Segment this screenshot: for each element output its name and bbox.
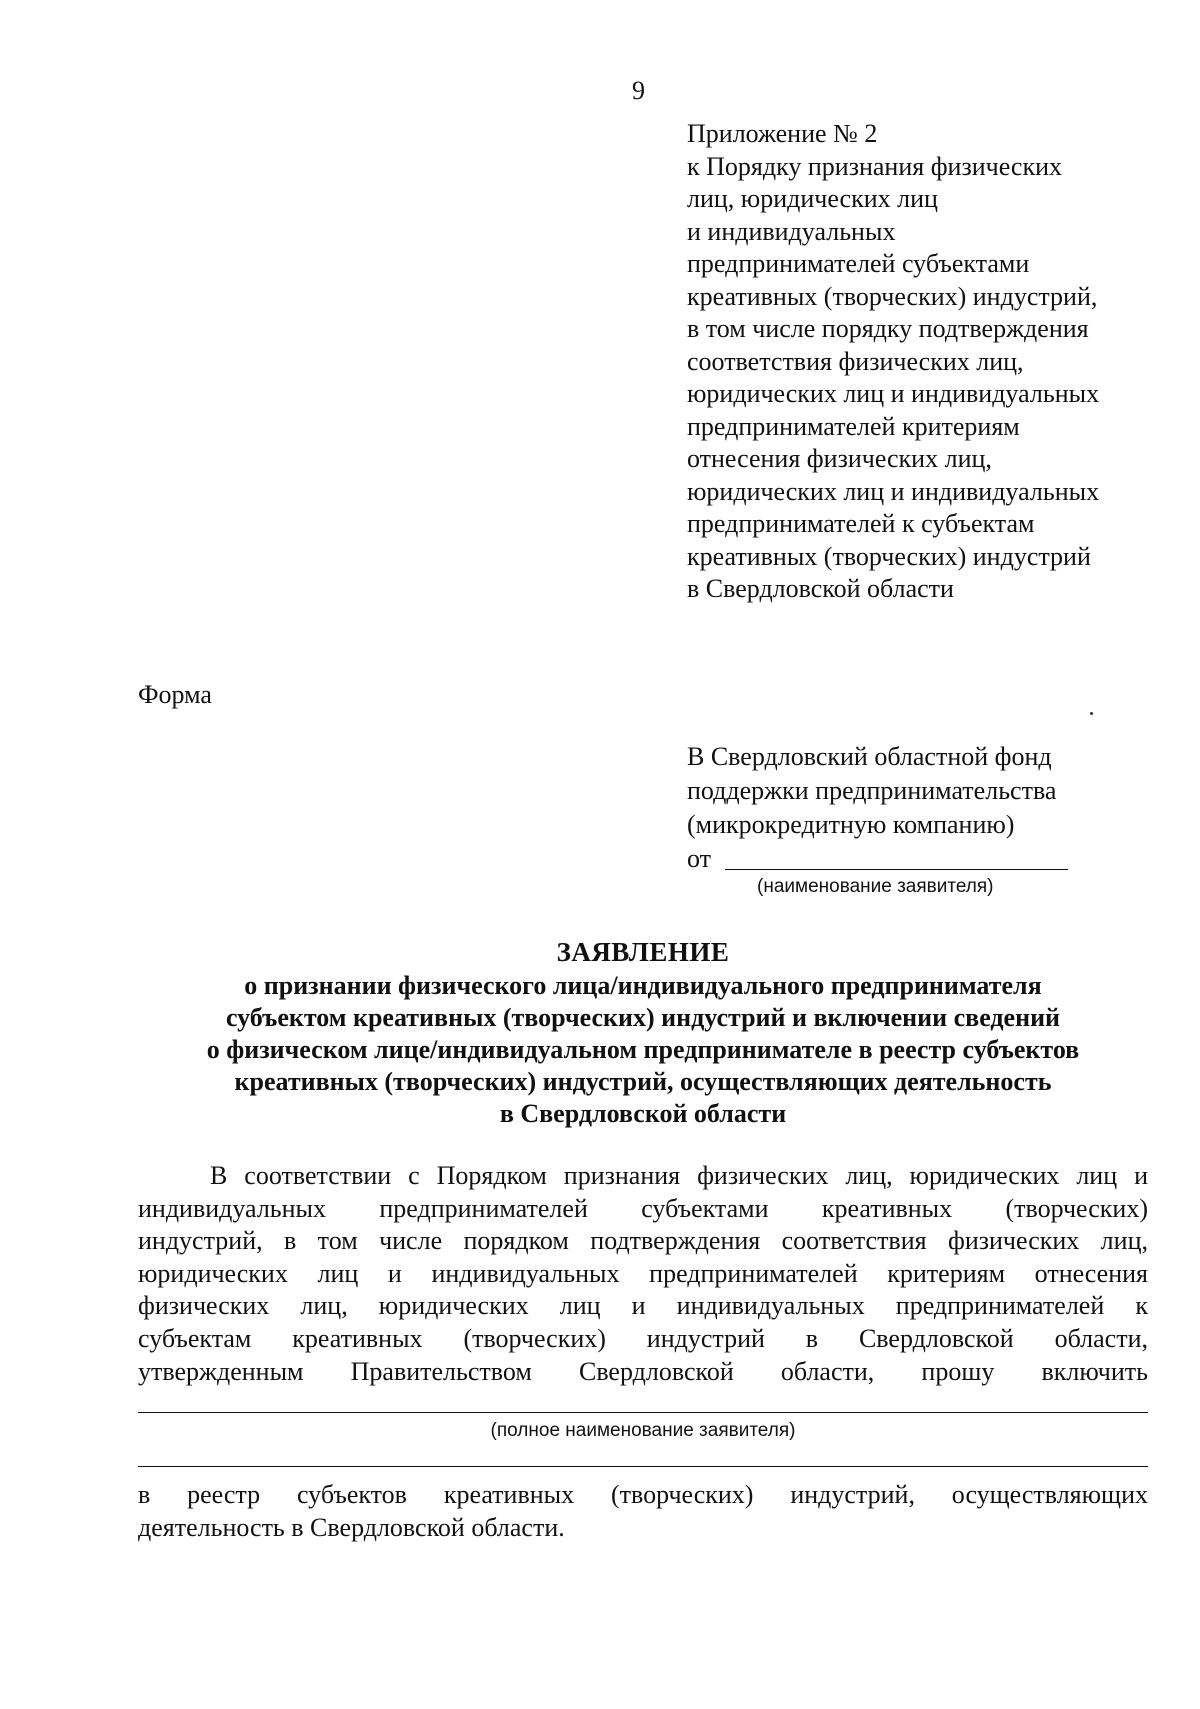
applicant-caption: (наименование заявителя) xyxy=(757,876,994,897)
statement-subtitle-line: о физическом лице/индивидуальном предпринимателе в реестр субъектов xyxy=(206,1035,1080,1064)
appendix-line: и индивидуальных xyxy=(687,216,896,246)
full-name-field-continuation[interactable] xyxy=(138,1466,1148,1467)
addressee-line: В Свердловский областной фонд xyxy=(687,742,1052,771)
body-line: юридических лиц и индивидуальных предпринимателей критериям отнесения xyxy=(138,1258,1148,1288)
applicant-name-field[interactable] xyxy=(725,869,1068,870)
full-name-field[interactable] xyxy=(138,1412,1148,1413)
appendix-line: лиц, юридических лиц xyxy=(687,184,938,213)
statement-subtitle-line: в Свердловской области xyxy=(499,1099,787,1128)
addressee-block xyxy=(687,740,1147,876)
appendix-line: в Свердловской области xyxy=(687,574,954,603)
addressee-line: поддержки предпринимательства xyxy=(687,776,1057,805)
statement-title: ЗАЯВЛЕНИЕ xyxy=(556,937,730,967)
statement-subtitle-line: о признании физического лица/индивидуального предпринимателя xyxy=(244,971,1042,1000)
statement-subtitle-line: креативных (творческих) индустрий, осуществляющих деятельность xyxy=(234,1067,1052,1096)
appendix-line: юридических лиц и индивидуальных xyxy=(687,379,1100,408)
appendix-line: предпринимателей субъектами xyxy=(687,249,1030,278)
appendix-line: в том числе порядку подтверждения xyxy=(687,314,1089,343)
appendix-line: предпринимателей к субъектам xyxy=(687,509,1035,538)
appendix-line: предпринимателей критериям xyxy=(687,411,1020,441)
body-line: утвержденным Правительством Свердловской области, прошу включить xyxy=(138,1356,1148,1386)
body-line: физических лиц, юридических лиц и индивидуальных предпринимателей к xyxy=(138,1291,1148,1321)
appendix-line: к Порядку признания физических xyxy=(687,151,1062,181)
from-label: от xyxy=(687,844,712,873)
page-number: 9 xyxy=(632,76,645,105)
appendix-line: креативных (творческих) индустрий, xyxy=(687,281,1098,311)
body-line: индустрий, в том числе порядком подтверждения соответствия физических лиц, xyxy=(138,1226,1148,1256)
appendix-line: отнесения физических лиц, xyxy=(687,444,992,473)
from-row xyxy=(687,842,1147,876)
statement-subtitle xyxy=(138,970,1148,1130)
statement-body xyxy=(138,1160,1148,1388)
appendix-line: соответствия физических лиц, xyxy=(687,346,1024,376)
full-name-caption: (полное наименование заявителя) xyxy=(490,1420,796,1441)
appendix-line: креативных (творческих) индустрий xyxy=(687,541,1091,571)
form-label: Форма xyxy=(138,680,212,709)
appendix-line: Приложение № 2 xyxy=(687,119,878,148)
appendix-line: юридических лиц и индивидуальных xyxy=(687,476,1100,506)
body-line: субъектам креативных (творческих) индустрий в Свердловской области, xyxy=(138,1323,1148,1353)
scan-speck xyxy=(1090,712,1093,715)
closing-line: в реестр субъектов креативных (творческих) индустрий, осуществляющих xyxy=(138,1480,1148,1509)
statement-subtitle-line: субъектом креативных (творческих) индустрий и включении сведений xyxy=(225,1003,1061,1032)
closing-text xyxy=(138,1478,1148,1543)
body-line: В соответствии с Порядком признания физических лиц, юридических лиц и xyxy=(210,1161,1148,1190)
addressee-line: (микрокредитную компанию) xyxy=(687,810,1015,839)
closing-line: деятельность в Свердловской области. xyxy=(138,1512,565,1542)
body-line: индивидуальных предпринимателей субъектами креативных (творческих) xyxy=(138,1193,1148,1223)
statement-heading xyxy=(138,936,1148,1130)
appendix-reference xyxy=(687,118,1167,606)
